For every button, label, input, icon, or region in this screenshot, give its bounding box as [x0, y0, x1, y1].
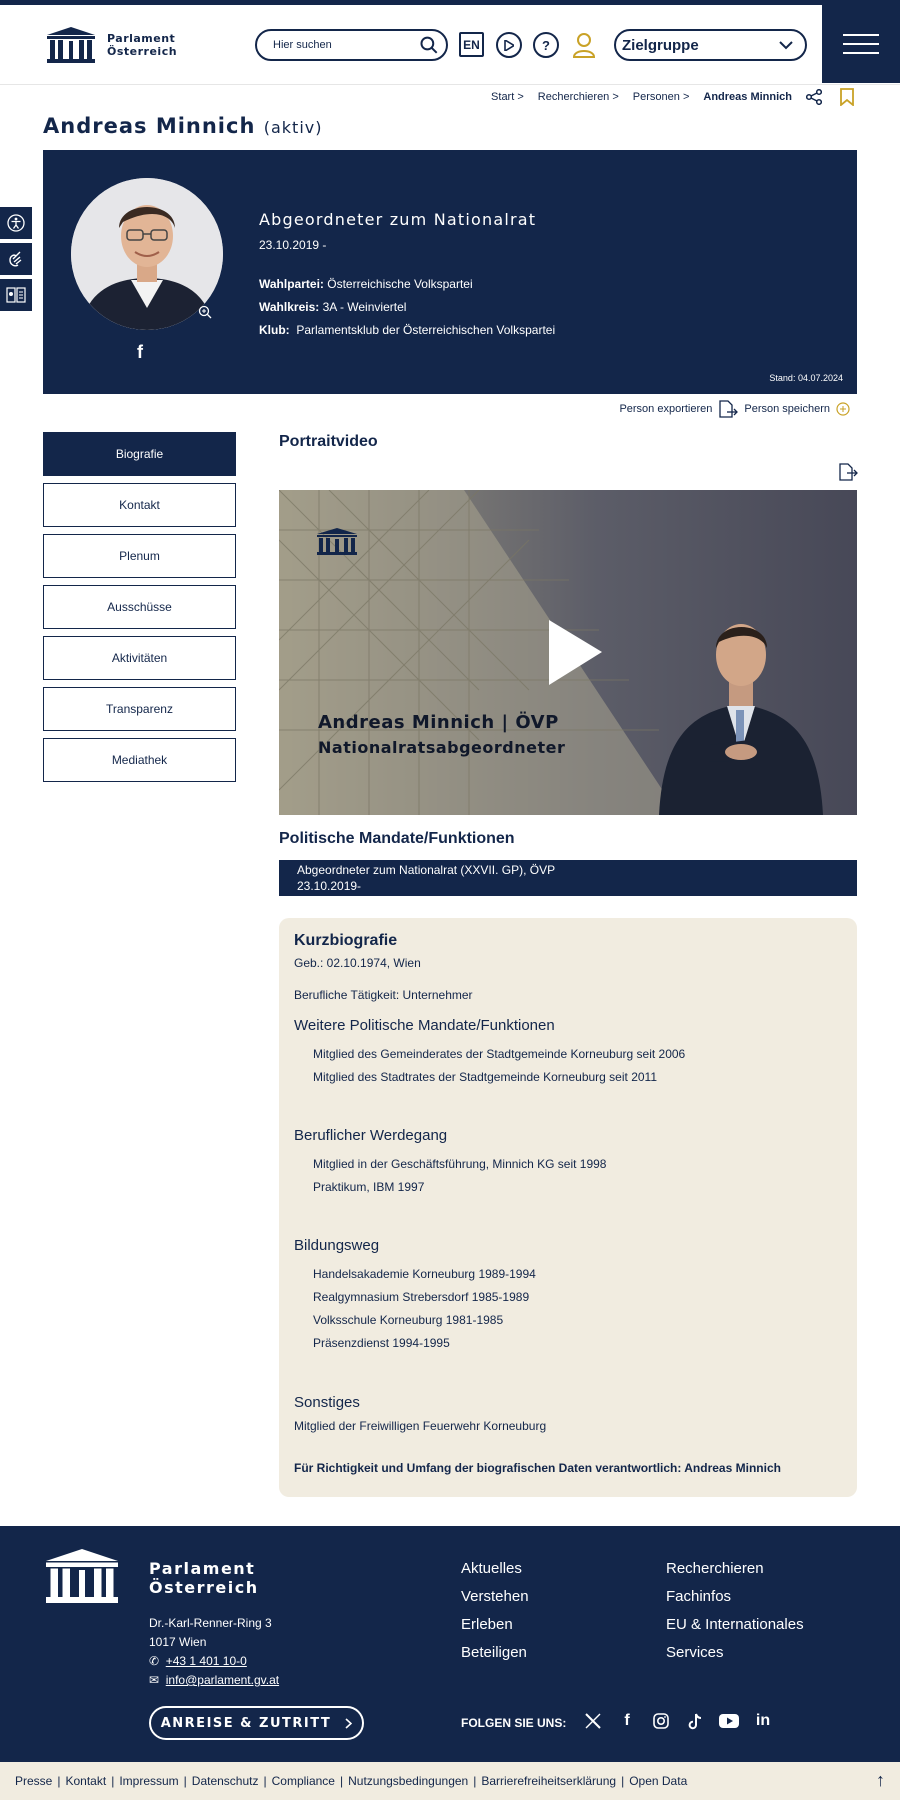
site-logo[interactable] — [45, 27, 177, 63]
bottom-link-presse[interactable]: Presse — [15, 1774, 53, 1788]
breadcrumb-start[interactable]: Start > — [491, 91, 524, 103]
tiktok-icon[interactable] — [685, 1711, 705, 1731]
footer-link-aktuelles[interactable]: Aktuelles — [461, 1560, 522, 1577]
bottom-link-compliance[interactable]: Compliance — [271, 1774, 335, 1788]
bio-education-item: Präsenzdienst 1994-1995 — [313, 1336, 450, 1350]
profile-card — [43, 150, 857, 394]
accessibility-icon[interactable] — [0, 207, 32, 239]
page-tools — [806, 88, 854, 106]
bio-responsibility: Für Richtigkeit und Umfang der biografischen Daten verantwortlich: Andreas Minnich — [294, 1461, 781, 1475]
bookmark-icon[interactable] — [840, 88, 854, 106]
play-icon[interactable] — [496, 32, 522, 58]
save-person-link[interactable]: Person speichern — [744, 403, 830, 415]
nav-ausschuesse[interactable]: Ausschüsse — [43, 585, 236, 629]
help-icon[interactable]: ? — [533, 32, 559, 58]
logo-line-2: Österreich — [107, 45, 178, 58]
bio-career-item: Praktikum, IBM 1997 — [313, 1180, 425, 1194]
footer-link-beteiligen[interactable]: Beteiligen — [461, 1644, 527, 1661]
x-icon[interactable] — [583, 1711, 603, 1731]
bio-born: Geb.: 02.10.1974, Wien — [294, 956, 421, 970]
bottom-link-impressum[interactable]: Impressum — [119, 1774, 179, 1788]
bio-other-heading: Sonstiges — [294, 1394, 360, 1411]
footer-address — [149, 1614, 279, 1690]
logo-line-1: Parlament — [107, 32, 176, 45]
footer-link-recherchieren[interactable]: Recherchieren — [666, 1560, 764, 1577]
bio-further-item: Mitglied des Stadtrates der Stadtgemeinde Korneuburg seit 2011 — [313, 1070, 657, 1084]
export-person-link[interactable]: Person exportieren — [619, 403, 713, 415]
parliament-logo-icon — [45, 27, 97, 63]
hamburger-menu-icon[interactable] — [822, 5, 900, 83]
nav-plenum[interactable]: Plenum — [43, 534, 236, 578]
bottom-link-nutzungsbedingungen[interactable]: Nutzungsbedingungen — [348, 1774, 469, 1788]
language-button[interactable]: EN — [459, 32, 484, 57]
add-circle-icon[interactable] — [836, 402, 850, 416]
party-label: Wahlpartei: — [259, 277, 324, 291]
bio-further-item: Mitglied des Gemeinderates der Stadtgemeinde Korneuburg seit 2006 — [313, 1047, 686, 1061]
share-icon[interactable] — [806, 89, 822, 105]
facebook-icon[interactable]: f — [624, 1712, 630, 1729]
bio-career-item: Mitglied in der Geschäftsführung, Minnich KG seit 1998 — [313, 1157, 607, 1171]
youtube-icon[interactable] — [719, 1711, 739, 1731]
phone-icon: ✆ — [149, 1654, 160, 1668]
facebook-icon[interactable]: f — [137, 342, 143, 362]
social-links — [583, 1711, 773, 1731]
video-title-line-1: Andreas Minnich | ÖVP — [318, 712, 559, 733]
bio-title: Kurzbiografie — [294, 932, 398, 949]
sign-language-icon[interactable] — [0, 243, 32, 275]
party-value: Österreichische Volkspartei — [327, 277, 473, 291]
nav-biografie[interactable]: Biografie — [43, 432, 236, 476]
user-icon[interactable] — [571, 32, 597, 58]
footer-link-services[interactable]: Services — [666, 1644, 724, 1661]
footer-link-fachinfos[interactable]: Fachinfos — [666, 1588, 732, 1605]
footer-logo-text — [149, 1559, 259, 1597]
zoom-icon[interactable] — [198, 305, 212, 319]
parliament-logo-icon[interactable] — [43, 1548, 121, 1604]
section-nav — [43, 432, 236, 782]
video-title-line-2: Nationalratsabgeordneter — [318, 738, 566, 757]
bio-career-heading: Beruflicher Werdegang — [294, 1127, 448, 1144]
bottom-link-open-data[interactable]: Open Data — [629, 1774, 688, 1788]
breadcrumb-current: Andreas Minnich — [703, 91, 792, 103]
anreise-button[interactable] — [149, 1706, 364, 1740]
easy-language-icon[interactable] — [0, 279, 32, 311]
bottom-link-kontakt[interactable]: Kontakt — [65, 1774, 107, 1788]
page-title — [43, 114, 322, 138]
site-footer — [0, 1526, 900, 1762]
nav-mediathek[interactable]: Mediathek — [43, 738, 236, 782]
district-label: Wahlkreis: — [259, 300, 320, 314]
search-icon[interactable] — [420, 36, 438, 54]
address-city: 1017 Wien — [149, 1635, 207, 1649]
follow-label: FOLGEN SIE UNS: — [461, 1716, 567, 1730]
district-value: 3A - Weinviertel — [322, 300, 407, 314]
footer-nav-col-1 — [461, 1560, 529, 1661]
search-box[interactable] — [255, 29, 448, 61]
portrait-video[interactable] — [279, 490, 857, 815]
profile-role: Abgeordneter zum Nationalrat — [259, 210, 537, 229]
profile-info — [259, 273, 555, 342]
export-icon[interactable] — [718, 400, 738, 418]
footer-logo-line-1: Parlament — [149, 1559, 256, 1578]
logo-text — [107, 32, 177, 58]
footer-nav-col-2 — [666, 1560, 804, 1661]
video-background-pattern — [279, 490, 857, 815]
breadcrumb-recherchieren[interactable]: Recherchieren > — [537, 91, 619, 103]
bio-job: Berufliche Tätigkeit: Unternehmer — [294, 988, 473, 1002]
nav-aktivitaeten[interactable]: Aktivitäten — [43, 636, 236, 680]
nav-kontakt[interactable]: Kontakt — [43, 483, 236, 527]
phone-link[interactable]: +43 1 401 10-0 — [165, 1654, 247, 1668]
breadcrumb — [491, 91, 792, 103]
audience-select-label: Zielgruppe — [622, 36, 699, 54]
mandate-date: 23.10.2019- — [297, 879, 362, 893]
profile-actions — [619, 400, 850, 418]
nav-transparenz[interactable]: Transparenz — [43, 687, 236, 731]
bio-education-heading: Bildungsweg — [294, 1237, 380, 1254]
video-heading: Portraitvideo — [279, 433, 378, 450]
bottom-link-barrierefreiheit[interactable]: Barrierefreiheitserklärung — [481, 1774, 617, 1788]
address-street: Dr.-Karl-Renner-Ring 3 — [149, 1616, 272, 1630]
profile-since: 23.10.2019 - — [259, 238, 327, 252]
chevron-down-icon — [779, 41, 793, 50]
breadcrumb-personen[interactable]: Personen > — [632, 91, 690, 103]
audience-select[interactable] — [614, 29, 807, 61]
bio-education-item: Volksschule Korneuburg 1981-1985 — [313, 1313, 504, 1327]
search-input[interactable] — [273, 39, 420, 51]
person-status: (aktiv) — [263, 118, 323, 137]
footer-link-erleben[interactable]: Erleben — [461, 1616, 513, 1633]
bio-other: Mitglied der Freiwilligen Feuerwehr Korneuburg — [294, 1419, 547, 1433]
profile-stand-date: Stand: 04.07.2024 — [769, 373, 843, 383]
linkedin-icon[interactable]: in — [755, 1712, 771, 1729]
export-icon[interactable] — [838, 463, 858, 481]
footer-link-verstehen[interactable]: Verstehen — [461, 1588, 529, 1605]
anreise-label: ANREISE & ZUTRITT — [160, 1715, 332, 1731]
mail-icon: ✉ — [149, 1673, 160, 1687]
club-label: Klub: — [259, 323, 290, 337]
site-header — [0, 5, 900, 85]
footer-link-eu[interactable]: EU & Internationales — [666, 1616, 804, 1633]
accessibility-toolbar — [0, 207, 32, 311]
bio-education-item: Handelsakademie Korneuburg 1989-1994 — [313, 1267, 536, 1281]
person-name: Andreas Minnich — [43, 114, 256, 138]
chevron-right-icon — [345, 1718, 352, 1729]
bio-education-item: Realgymnasium Strebersdorf 1985-1989 — [313, 1290, 530, 1304]
mandate-title: Abgeordneter zum Nationalrat (XXVII. GP), ÖVP — [297, 863, 556, 877]
email-link[interactable]: info@parlament.gv.at — [165, 1673, 280, 1687]
mandate-item — [279, 860, 857, 896]
footer-logo-line-2: Österreich — [149, 1578, 259, 1597]
bottom-link-datenschutz[interactable]: Datenschutz — [191, 1774, 259, 1788]
mandates-heading: Politische Mandate/Funktionen — [279, 830, 515, 847]
footer-bottom-bar: Presse | Kontakt | Impressum | Datenschutz | Compliance | Nutzungsbedingungen | Barrierefreiheitserklärung | Open Data ↑ — [0, 1762, 900, 1800]
short-biography — [279, 918, 857, 1497]
bio-further-heading: Weitere Politische Mandate/Funktionen — [294, 1017, 555, 1034]
arrow-up-icon[interactable]: ↑ — [876, 1770, 885, 1790]
club-value: Parlamentsklub der Österreichischen Volkspartei — [296, 323, 556, 337]
instagram-icon[interactable] — [651, 1711, 671, 1731]
